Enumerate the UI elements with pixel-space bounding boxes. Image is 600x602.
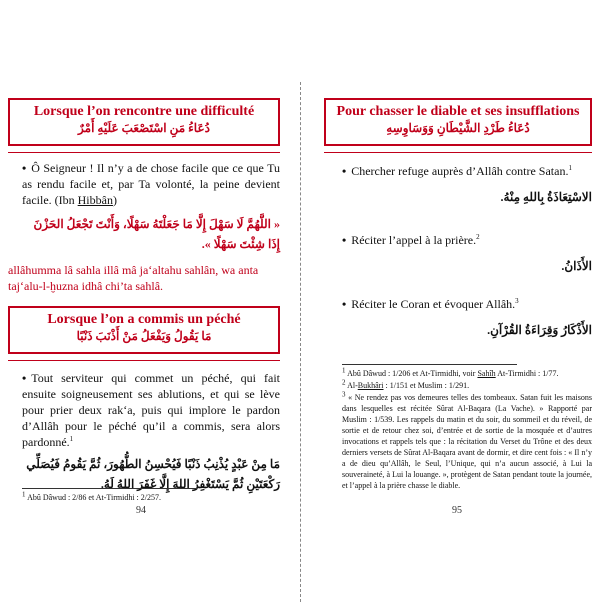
- footnote-ref[interactable]: 1: [568, 164, 572, 172]
- footnote-author: Bukhâri: [357, 381, 384, 390]
- section-title-box-sin: [8, 306, 280, 354]
- footnote-number: 1: [342, 366, 346, 375]
- section-title-ar: دُعَاءُ طَرْدِ الشَّيْطَانِ وَوَسَاوِسِهِ: [386, 121, 530, 135]
- hadith-meaning: [22, 370, 280, 450]
- footnote-text: Abû Dâwud : 2/86 et At-Tirmidhi : 2/257.: [27, 493, 161, 502]
- bullet: •: [342, 164, 347, 178]
- footnote-book-title: Sahîh: [477, 369, 496, 378]
- section-title-ar: مَا يَقُولُ وَيَفْعَلُ مَنْ أَذْنَبَ ذَنْبًا: [76, 329, 212, 343]
- page-number: 95: [452, 505, 462, 516]
- footnote-ref[interactable]: 3: [515, 297, 519, 305]
- footnote-text: « Ne rendez pas vos demeures telles des tombeaux. Satan fuit les maisons dans lesquelles est récitée Sûrat Al-Baqara (La Vache). » Rapporté par Muslim : 1/539. Les rappels du matin et du soir, du sommeil et du réveil, de sortie et de retour chez soi, d’entrée et de sortie de la mosquée et d’autres invocations et rappels tels que : la récitation du Verset du Trône et des deux derniers versets de Sûrat Al-Baqara avant de dormir, et dire cent fois : « Il n’y a de dieu qu’Allâh, le Seul, l’Unique, qui n’a aucun associé, à Lui la souveraineté, à Lui la louange. », protègent de Satan pendant toute la journée, et l’appel à la prière chasse le diable.: [342, 393, 592, 490]
- item-text-line: [342, 232, 592, 248]
- footnote-number: 1: [22, 490, 26, 499]
- section-title-fr: Lorsque l’on rencontre une difficulté: [33, 104, 255, 119]
- meaning-text: Ô Seigneur ! Il n’y a de chose facile que ce que Tu as rendu facile et, par Ta volonté, la peine devient facile. (Ibn: [22, 161, 280, 207]
- invocation-meaning: [22, 160, 280, 208]
- item-text: Réciter le Coran et évoquer Allâh.: [351, 297, 516, 311]
- bullet: •: [342, 297, 347, 311]
- invocation-difficulty: [8, 160, 280, 294]
- item-text-line: [342, 163, 592, 179]
- footnote-ref[interactable]: 1: [69, 435, 74, 443]
- right-page: [302, 0, 600, 600]
- book-spine: [300, 82, 301, 602]
- item-text-line: [342, 296, 592, 312]
- title-underline: [8, 152, 280, 153]
- bullet: •: [22, 371, 27, 385]
- item-text: Réciter l’appel à la prière.: [351, 233, 477, 247]
- footnote-text-end: At-Tirmidhi : 1/77.: [495, 369, 559, 378]
- section-title-fr: Lorsque l’on a commis un péché: [47, 312, 241, 327]
- section-title-box-difficulty: [8, 98, 280, 146]
- hadith-arabic: مَا مِنْ عَبْدٍ يُذْنِبُ ذَنْبًا فَيُحْسِنُ الطُّهُورَ، ثُمَّ يَقُومُ فَيُصَلِّي رَكْعَتَيْنِ ثُمَّ يَسْتَغْفِرُ اللهَ إِلَّا غَفَرَ اللهُ لَهُ.: [26, 457, 280, 491]
- devil-item-refuge: [342, 163, 592, 207]
- footnote-ref[interactable]: 2: [476, 233, 480, 241]
- title-underline: [8, 360, 280, 361]
- left-page: [0, 0, 298, 600]
- footnote-text: Abû Dâwud : 1/206 et At-Tirmidhi, voir: [347, 369, 478, 378]
- section-title-fr: Pour chasser le diable et ses insufflations: [336, 104, 580, 119]
- narrator-name: Hibbân: [77, 193, 113, 207]
- item-arabic: الأَذْكَارُ وَقِرَاءَةُ القُرْآنِ.: [487, 323, 592, 337]
- footnote-number: 2: [342, 378, 346, 387]
- footnote-separator: [22, 488, 197, 489]
- footnote-3: [342, 392, 592, 491]
- invocation-arabic: « اللَّهُمَّ لَا سَهْلَ إِلَّا مَا جَعَلْتَهُ سَهْلًا، وَأَنْتَ تَجْعَلُ الحَزْنَ إِذَا شِئْتَ سَهْلًا ».: [33, 217, 280, 251]
- footnote-number: 3: [342, 390, 346, 399]
- page-number: 94: [136, 505, 146, 516]
- hadith-sin: [22, 370, 280, 494]
- invocation-transliteration: allâhumma lâ sahla illâ mâ ja‘altahu sahlân, wa anta taj‘alu-l-ḫuzna idhâ chi’ta sahlâ.: [8, 263, 259, 293]
- item-text: Chercher refuge auprès d’Allâh contre Satan.: [351, 164, 569, 178]
- section-title-box-devil: [324, 98, 592, 146]
- footnote-1: [342, 368, 592, 379]
- footnote-2: [342, 380, 592, 391]
- item-arabic: الاسْتِعَاذَةُ بِاللهِ مِنْهُ.: [500, 190, 592, 204]
- meaning-text-end: ): [112, 193, 117, 207]
- bullet: •: [342, 233, 347, 247]
- bullet: •: [22, 161, 27, 175]
- item-arabic: الأَذَانُ.: [561, 259, 592, 273]
- title-underline: [324, 152, 592, 153]
- footnote-text: Al-: [347, 381, 358, 390]
- footnote-separator: [342, 364, 517, 365]
- footnote-1: [22, 492, 280, 503]
- hadith-meaning-text: Tout serviteur qui commet un péché, qui fait ensuite soigneusement ses ablutions, et qui se lève pour prier deux rak‘a, puis qui implore le pardon d’Allâh pour le péché qu’il a commis, sera alors pardonné.: [22, 371, 280, 449]
- devil-item-quran: [342, 296, 592, 340]
- devil-item-adhan: [342, 232, 592, 276]
- section-title-ar: دُعَاءُ مَنِ اسْتَصْعَبَ عَلَيْهِ أَمْرٌ: [78, 121, 210, 135]
- footnote-text-end: : 1/151 et Muslim : 1/291.: [383, 381, 470, 390]
